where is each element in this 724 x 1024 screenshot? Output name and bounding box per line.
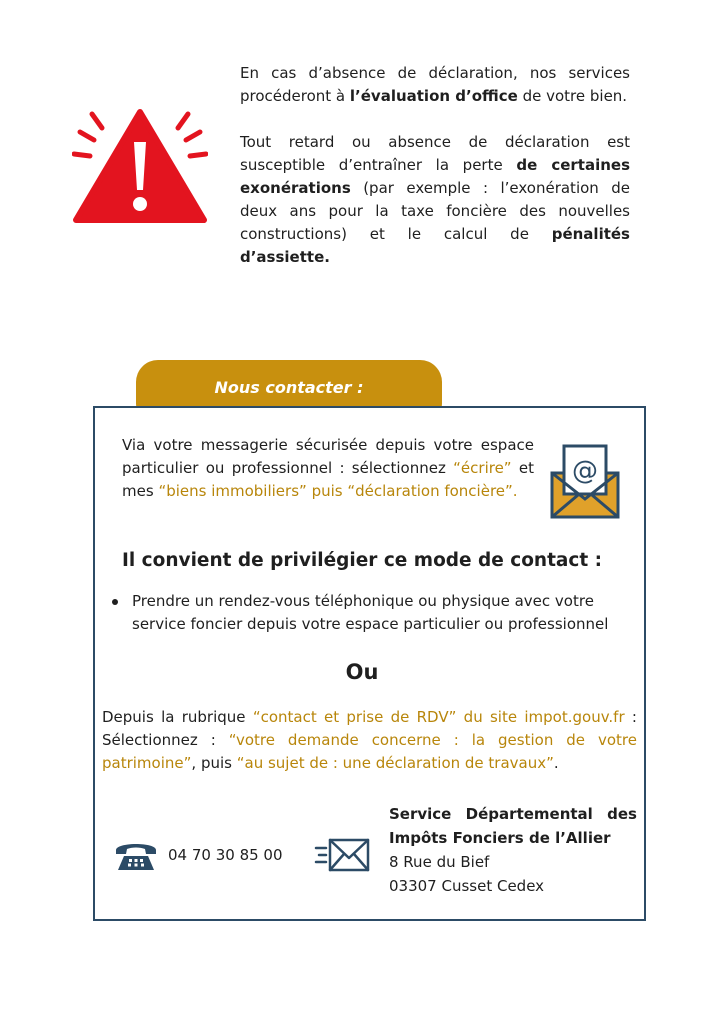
service-address bbox=[389, 802, 637, 898]
svg-text:@: @ bbox=[572, 456, 598, 486]
warning-paragraph-2: Tout retard ou absence de déclaration est susceptible d’entraîner la perte de certaines exonérations (par exemple : l’exonération de deux ans pour la taxe foncière des nouvelles constructions) et le calcul de pénalités d’assiette. bbox=[240, 133, 630, 266]
rdv-instructions: Depuis la rubrique “contact et prise de RDV” du site impot.gouv.fr : Sélectionnez : “votre demande concerne : la gestion de votre patrimoine”, puis “au sujet de : une déclaration de travaux”. bbox=[102, 708, 638, 772]
contact-title: Nous contacter : bbox=[214, 378, 364, 397]
preferred-contact-heading: Il convient de privilégier ce mode de contact : bbox=[122, 550, 603, 571]
address-line-4: 03307 Cusset Cedex bbox=[389, 877, 545, 895]
phone-number: 04 70 30 85 00 bbox=[168, 846, 283, 864]
address-line-3: 8 Rue du Bief bbox=[389, 853, 490, 871]
bullet-list bbox=[108, 590, 628, 636]
bullet-icon bbox=[112, 599, 118, 605]
ou-separator: Ou bbox=[345, 660, 379, 684]
envelope-icon bbox=[314, 834, 370, 874]
address-line-2: Impôts Fonciers de l’Allier bbox=[389, 829, 611, 847]
mail-at-icon bbox=[550, 443, 620, 519]
warning-text bbox=[240, 62, 630, 292]
messaging-instructions: Via votre messagerie sécurisée depuis votre espace particulier ou professionnel : sélectionnez “écrire” et mes “biens immobiliers” puis “déclaration foncière”. bbox=[122, 436, 534, 500]
list-item: Prendre un rendez-vous téléphonique ou physique avec votre service foncier depuis votre espace particulier ou professionnel bbox=[108, 590, 628, 636]
warning-triangle-icon bbox=[72, 108, 208, 224]
address-line-1: Service Départemental des bbox=[389, 805, 637, 823]
warning-paragraph-1: En cas d’absence de déclaration, nos services procéderont à l’évaluation d’office de votre bien. bbox=[240, 64, 630, 105]
telephone-icon bbox=[114, 838, 158, 872]
